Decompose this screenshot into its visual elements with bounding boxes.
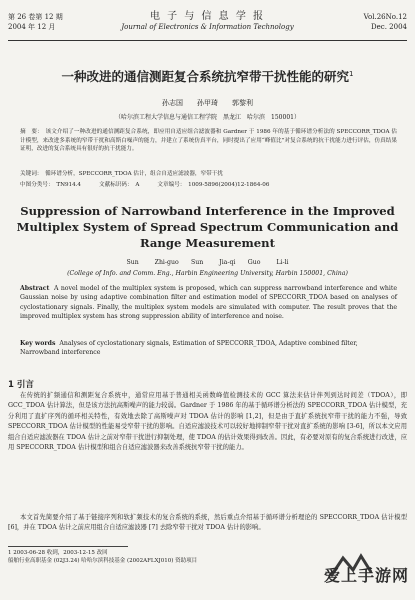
authors-cn: 孙志国 孙甲琦 郭黎利 (162, 99, 253, 107)
title-note-mark: 1 (349, 69, 354, 78)
section-heading: 1 引言 (8, 380, 34, 390)
keywords-cn: 关键词： 循环谱分析，SPECCORR_TDOA 估计，组合自适应滤波器，窄带干扰 (20, 171, 223, 177)
body-paragraph: 在传统的扩频通信和测距复合系统中，通常应用基于普通相关函数峰值检测技术的 GCC 算法来估计伴列到达时间差（TDOA），即 GCC_TDOA 估计算法，但是该方法抗高斯噪声的能力较弱。Gardner 于 1986 年的基于循环谱分析法的 SPECCORR_TDOA 估计模型，充分利用了直扩序列的循环相关特性，有效地去除了高斯噪声对 TDOA 估计的影响 [1,2]，但是由于直扩系统抗窄带干扰的能力不强，导致 SPECCORR_TDOA 估计模型的性能易受窄带干扰的影响。自适应滤波技术可以较好地抑制窄带干扰对直扩系统的影响 [3-6]，所以本文应用组合自适应滤波器在 TDOA 估计之前对窄带干扰进行抑制处理，使 TDOA 的估计效果得到改善。因此，有必要对原有的复合系统进行改进，应用 SPECCORR_TDOA 估计模型和组合自适应滤波器来改善系统抗窄带干扰的能力。 (8, 392, 407, 452)
footnote-received: 1 2003-06-28 收到，2003-12-15 改回 (8, 550, 108, 556)
title-cn-text: 一种改进的通信测距复合系统抗窄带干扰性能的研究 (61, 69, 350, 84)
journal-name-en: Journal of Electronics & Information Technology (121, 23, 294, 31)
classification-meta (20, 180, 397, 188)
header-right (364, 12, 407, 32)
header-rule (8, 40, 407, 41)
affiliation-en: (College of Info. and Comm. Eng., Harbin Engineering University, Harbin 150001, China) (67, 270, 348, 277)
footnote (8, 549, 325, 565)
authors-en: Sun Zhi-guo Sun Jia-qi Guo Li-li (126, 259, 289, 266)
footnote-rule (8, 546, 128, 547)
affiliation-cn: （哈尔滨工程大学信息与通信工程学院 黑龙江 哈尔滨 150001） (115, 114, 300, 121)
volume-issue-en: Vol.26No.12 (363, 13, 407, 21)
document-code: 文献标识码： A (99, 182, 140, 188)
footnote-funding: 船舶行业高职基金 (02J3.24) 哈哈尔滨科技基金 (2002AFLXJ010) 资助项目 (8, 558, 198, 564)
abstract-en-text: A novel model of the multiplex system is proposed, which can suppress narrowband interference and white Gaussian noise by using adaptive combination filter and estimation model of SPECCORR_TDOA based on analyses of cyclostationary signals. Finally, the multiplex system models are simulated with computer. The result proves that the improved multiplex system has strong suppression ability of interference and noise. (20, 285, 397, 321)
abstract-en-label: Abstract (20, 285, 50, 292)
running-header (8, 12, 407, 42)
abstract-en (20, 284, 397, 322)
title-cn (8, 67, 407, 85)
body-paragraph-2: 本文首先简要介绍了基于链接序列和软扩频技术的复合系统的系统，然后重点介绍基于循环谱分析理论的 SPECCORR_TDOA 估计模型 [6]，并在 TDOA 估计之前应用组合自适应滤波器 [7] 去除窄带干扰对 TDOA 估计的影响。 (8, 514, 407, 532)
article-number: 文章编号： 1009-5896(2004)12-1864-06 (157, 182, 270, 188)
volume-issue-cn: 第 26 卷第 12 期 (8, 13, 63, 21)
date-en: Dec. 2004 (371, 23, 407, 31)
clc-number: 中图分类号： TN914.4 (20, 182, 81, 188)
journal-name-cn: 电 子 与 信 息 学 报 (149, 11, 266, 22)
abstract-cn: 摘 要： 该文介绍了一种改进的通信测距复合系统，即应用自适应组合滤波器和 Gardner 于 1986 年的基于循环谱分析法的 SPECCORR_TDOA 估计模型，来改进多系统的窄带干扰和高斯白噪声的能力，并建立了系统仿真平台，同时提出了应用“峰值比”对复合系统的抗干扰能力进行评估，仿真结果证明，改进的复合系统具有很好的抗干扰能力。 (20, 129, 397, 152)
keywords-en (20, 339, 397, 358)
header-center (8, 12, 407, 32)
date-cn: 2004 年 12 月 (8, 23, 56, 31)
watermark-text: 爱上手游网 (323, 566, 409, 585)
keywords-en-label: Key words (20, 340, 56, 347)
keywords-en-text: Analyses of cyclostationary signals, Estimation of SPECCORR_TDOA, Adaptive combined filter, Narrowband interference (20, 340, 358, 357)
title-en: Suppression of Narrowband Interference in the Improved Multiplex System of Spread Spectrum Communication and Range Measurement (16, 204, 399, 250)
